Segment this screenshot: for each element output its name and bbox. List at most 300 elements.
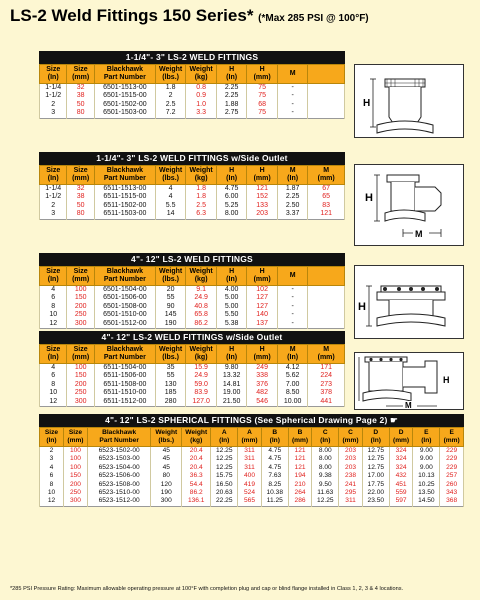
table-cell: 2 bbox=[40, 202, 67, 210]
weld-fitting-drawing bbox=[354, 64, 464, 138]
table-cell: 3.37 bbox=[277, 210, 308, 219]
table-cell: 280 bbox=[155, 398, 186, 407]
table-row bbox=[40, 303, 345, 311]
table-cell: 10.25 bbox=[413, 481, 440, 489]
table-cell: 54.4 bbox=[182, 481, 211, 489]
table-cell: 100 bbox=[63, 447, 87, 456]
table-cell: 200 bbox=[63, 481, 87, 489]
table-cell: 150 bbox=[63, 472, 87, 480]
table-cell: 6 bbox=[40, 472, 64, 480]
table-cell bbox=[308, 109, 345, 118]
table-cell: 300 bbox=[67, 398, 94, 407]
table-cell: - bbox=[277, 320, 308, 329]
table-cell: 171 bbox=[308, 364, 345, 373]
fittings-table bbox=[39, 266, 345, 329]
table-cell: 2 bbox=[40, 101, 67, 109]
table-cell: 295 bbox=[339, 489, 363, 497]
table-row bbox=[40, 481, 464, 489]
table-cell: 59.0 bbox=[186, 381, 217, 389]
section-spherical-fittings bbox=[39, 414, 464, 507]
table-cell: 9.00 bbox=[413, 447, 440, 456]
column-header: Weight (lbs.) bbox=[155, 267, 186, 286]
title-main: LS-2 Weld Fittings 150 Series* bbox=[10, 6, 254, 25]
table-cell: - bbox=[277, 109, 308, 118]
column-header: D (In) bbox=[362, 428, 389, 447]
table-cell: 40.8 bbox=[186, 303, 217, 311]
table-cell: 86.2 bbox=[186, 320, 217, 329]
table-cell: 257 bbox=[440, 472, 464, 480]
table-cell: 8 bbox=[40, 481, 64, 489]
table-row bbox=[40, 364, 345, 373]
table-cell: 8.00 bbox=[312, 464, 339, 472]
table-cell: 250 bbox=[67, 311, 94, 319]
page-title bbox=[10, 6, 369, 26]
table-cell: 224 bbox=[308, 372, 345, 380]
table-cell: 6501-1506-00 bbox=[94, 294, 155, 302]
table-cell: 300 bbox=[67, 320, 94, 329]
table-cell: 250 bbox=[63, 489, 87, 497]
table-cell: 5.00 bbox=[216, 303, 247, 311]
table-row bbox=[40, 464, 464, 472]
table-cell: 1.8 bbox=[155, 84, 186, 93]
table-cell: 238 bbox=[339, 472, 363, 480]
table-cell: 4.75 bbox=[261, 455, 288, 463]
table-row bbox=[40, 193, 345, 201]
column-header: C (mm) bbox=[339, 428, 363, 447]
table-cell: 4 bbox=[155, 193, 186, 201]
table-cell: 14.81 bbox=[216, 381, 247, 389]
table-cell bbox=[308, 303, 345, 311]
column-header: H (mm) bbox=[247, 267, 278, 286]
table-cell: 546 bbox=[247, 398, 278, 407]
table-cell: 5.38 bbox=[216, 320, 247, 329]
table-cell: - bbox=[277, 92, 308, 100]
table-cell: 1.88 bbox=[216, 101, 247, 109]
table-cell: 65 bbox=[308, 193, 345, 201]
table-cell: 368 bbox=[440, 497, 464, 506]
table-cell: 324 bbox=[389, 455, 413, 463]
table-cell: 311 bbox=[238, 447, 262, 456]
table-cell: 6523-1510-00 bbox=[87, 489, 150, 497]
table-cell: 6523-1503-00 bbox=[87, 455, 150, 463]
table-cell: 4.12 bbox=[277, 364, 308, 373]
table-cell: 21.50 bbox=[216, 398, 247, 407]
table-cell: 3.3 bbox=[186, 109, 217, 118]
table-row bbox=[40, 92, 345, 100]
table-cell: 12.75 bbox=[362, 464, 389, 472]
table-cell: 32 bbox=[67, 84, 94, 93]
column-header: Size (In) bbox=[40, 65, 67, 84]
column-header: Size (In) bbox=[40, 345, 67, 364]
table-cell: 80 bbox=[67, 210, 94, 219]
table-cell: 203 bbox=[247, 210, 278, 219]
table-cell: 565 bbox=[238, 497, 262, 506]
table-cell: 121 bbox=[288, 447, 312, 456]
table-cell: 5.62 bbox=[277, 372, 308, 380]
column-header: H (In) bbox=[216, 166, 247, 185]
table-row bbox=[40, 84, 345, 93]
column-header: M bbox=[277, 267, 308, 286]
table-cell: 4.00 bbox=[216, 286, 247, 295]
table-cell: 229 bbox=[440, 464, 464, 472]
table-row bbox=[40, 101, 345, 109]
table-cell: 22.00 bbox=[362, 489, 389, 497]
table-cell: 2.5 bbox=[155, 101, 186, 109]
label-h: H bbox=[365, 192, 373, 204]
label-h: H bbox=[363, 98, 371, 109]
label-h: H bbox=[443, 375, 450, 385]
column-header: H (mm) bbox=[247, 65, 278, 84]
table-cell: - bbox=[277, 101, 308, 109]
table-cell: 15.75 bbox=[211, 472, 238, 480]
column-header bbox=[308, 267, 345, 286]
table-cell: 6523-1512-00 bbox=[87, 497, 150, 506]
table-cell: 121 bbox=[308, 210, 345, 219]
table-cell: 5.5 bbox=[155, 202, 186, 210]
table-cell: 127.0 bbox=[186, 398, 217, 407]
table-cell: 100 bbox=[67, 364, 94, 373]
table-cell: 12.75 bbox=[362, 447, 389, 456]
table-cell: 11.63 bbox=[312, 489, 339, 497]
table-cell: 200 bbox=[67, 303, 94, 311]
label-h: H bbox=[358, 301, 366, 313]
table-cell bbox=[308, 311, 345, 319]
table-cell: 273 bbox=[308, 381, 345, 389]
table-cell: 20.4 bbox=[182, 464, 211, 472]
table-row bbox=[40, 398, 345, 407]
table-cell: 2.5 bbox=[186, 202, 217, 210]
table-cell: 127 bbox=[247, 303, 278, 311]
table-cell: 6511-1513-00 bbox=[94, 185, 155, 194]
table-cell: 6523-1508-00 bbox=[87, 481, 150, 489]
table-cell: 12 bbox=[40, 398, 67, 407]
column-header: H (In) bbox=[216, 65, 247, 84]
table-cell: 6523-1504-00 bbox=[87, 464, 150, 472]
column-header: C (In) bbox=[312, 428, 339, 447]
column-header: Blackhawk Part Number bbox=[94, 166, 155, 185]
table-cell: 20.63 bbox=[211, 489, 238, 497]
table-cell: 3 bbox=[40, 455, 64, 463]
table-cell: 9.1 bbox=[186, 286, 217, 295]
table-cell: 38 bbox=[67, 193, 94, 201]
table-cell: 1-1/2 bbox=[40, 193, 67, 201]
section-heading: 1-1/4"- 3" LS-2 WELD FITTINGS bbox=[39, 51, 345, 64]
table-cell: 24.9 bbox=[186, 294, 217, 302]
table-cell bbox=[308, 286, 345, 295]
table-cell: 17.00 bbox=[362, 472, 389, 480]
table-cell: 17.75 bbox=[362, 481, 389, 489]
table-cell: 38 bbox=[67, 92, 94, 100]
table-cell: 12.75 bbox=[362, 455, 389, 463]
table-cell: 203 bbox=[339, 455, 363, 463]
table-cell: 6501-1504-00 bbox=[94, 286, 155, 295]
table-cell bbox=[308, 84, 345, 93]
table-cell: 86.2 bbox=[182, 489, 211, 497]
table-cell: 10.00 bbox=[277, 398, 308, 407]
table-cell: 12.25 bbox=[211, 464, 238, 472]
table-cell: 11.25 bbox=[261, 497, 288, 506]
table-cell: 338 bbox=[247, 372, 278, 380]
table-cell: 2.75 bbox=[216, 109, 247, 118]
table-cell: 10.38 bbox=[261, 489, 288, 497]
table-cell: 229 bbox=[440, 447, 464, 456]
column-header: Size (In) bbox=[40, 267, 67, 286]
table-cell: 12.25 bbox=[211, 447, 238, 456]
column-header: Size (In) bbox=[40, 166, 67, 185]
column-header: B (mm) bbox=[288, 428, 312, 447]
column-header: B (In) bbox=[261, 428, 288, 447]
table-cell: 419 bbox=[238, 481, 262, 489]
table-cell: 121 bbox=[247, 185, 278, 194]
column-header: Weight (kg) bbox=[182, 428, 211, 447]
table-cell: 102 bbox=[247, 286, 278, 295]
table-cell: 22.25 bbox=[211, 497, 238, 506]
table-cell: - bbox=[277, 303, 308, 311]
table-cell: 100 bbox=[63, 455, 87, 463]
table-cell: 194 bbox=[288, 472, 312, 480]
table-cell: 2 bbox=[155, 92, 186, 100]
table-cell: 300 bbox=[151, 497, 182, 506]
table-cell: 6501-1503-00 bbox=[94, 109, 155, 118]
table-cell: 10 bbox=[40, 489, 64, 497]
table-cell: 55 bbox=[155, 294, 186, 302]
table-cell: 482 bbox=[247, 389, 278, 397]
table-cell: 6501-1508-00 bbox=[94, 303, 155, 311]
table-cell: 260 bbox=[440, 481, 464, 489]
table-cell: 16.50 bbox=[211, 481, 238, 489]
section-heading: 4"- 12" LS-2 WELD FITTINGS bbox=[39, 253, 345, 266]
column-header: A (mm) bbox=[238, 428, 262, 447]
table-cell: 12 bbox=[40, 497, 64, 506]
pointing-hand-icon: ☛ bbox=[390, 415, 398, 425]
table-cell: 65.8 bbox=[186, 311, 217, 319]
large-weld-fitting-drawing bbox=[354, 265, 464, 339]
column-header: H (In) bbox=[216, 267, 247, 286]
column-header: E (In) bbox=[413, 428, 440, 447]
table-cell: 55 bbox=[155, 372, 186, 380]
spherical-heading-text: 4"- 12" LS-2 SPHERICAL FITTINGS (See Spherical Drawing Page 2) bbox=[105, 415, 388, 425]
table-cell: 559 bbox=[389, 489, 413, 497]
section-heading: 1-1/4"- 3" LS-2 WELD FITTINGS w/Side Outlet bbox=[39, 152, 345, 165]
table-cell: 19.00 bbox=[216, 389, 247, 397]
table-cell bbox=[308, 294, 345, 302]
section-small-weld-fittings bbox=[39, 51, 345, 119]
column-header: Weight (kg) bbox=[186, 267, 217, 286]
table-cell: 6511-1510-00 bbox=[94, 389, 155, 397]
table-cell: 90 bbox=[155, 303, 186, 311]
column-header: Weight (lbs.) bbox=[155, 166, 186, 185]
column-header: Weight (lbs.) bbox=[155, 65, 186, 84]
column-header: Size (mm) bbox=[67, 267, 94, 286]
table-cell: 0.9 bbox=[186, 92, 217, 100]
column-header: Blackhawk Part Number bbox=[87, 428, 150, 447]
table-cell: 8 bbox=[40, 303, 67, 311]
table-row bbox=[40, 372, 345, 380]
table-cell: 80 bbox=[151, 472, 182, 480]
column-header: Weight (lbs.) bbox=[151, 428, 182, 447]
section-heading: 4"- 12" LS-2 WELD FITTINGS w/Side Outlet bbox=[39, 331, 345, 344]
table-cell: 6.3 bbox=[186, 210, 217, 219]
table-cell bbox=[308, 320, 345, 329]
section-small-side-outlet bbox=[39, 152, 345, 220]
table-cell: 200 bbox=[67, 381, 94, 389]
table-cell: 9.00 bbox=[413, 455, 440, 463]
table-cell: 68 bbox=[247, 101, 278, 109]
table-cell: 127 bbox=[247, 294, 278, 302]
table-cell: 3 bbox=[40, 109, 67, 118]
table-cell: 45 bbox=[151, 464, 182, 472]
column-header: Size (In) bbox=[40, 428, 64, 447]
table-cell: 20.4 bbox=[182, 447, 211, 456]
table-cell: 4 bbox=[40, 364, 67, 373]
table-cell: 311 bbox=[339, 497, 363, 506]
column-header: Weight (kg) bbox=[186, 166, 217, 185]
table-cell: 9.00 bbox=[413, 464, 440, 472]
table-cell: 4 bbox=[155, 185, 186, 194]
table-cell: 15.9 bbox=[186, 364, 217, 373]
table-cell: 8.00 bbox=[312, 455, 339, 463]
table-cell: 136.1 bbox=[182, 497, 211, 506]
table-cell: 4 bbox=[40, 286, 67, 295]
table-cell: 6523-1502-00 bbox=[87, 447, 150, 456]
table-cell: 185 bbox=[155, 389, 186, 397]
table-cell: 343 bbox=[440, 489, 464, 497]
table-cell: 10.13 bbox=[413, 472, 440, 480]
table-cell: 20.4 bbox=[182, 455, 211, 463]
column-header: H (mm) bbox=[247, 166, 278, 185]
table-cell: 12.25 bbox=[312, 497, 339, 506]
table-cell: 311 bbox=[238, 455, 262, 463]
table-row bbox=[40, 389, 345, 397]
table-cell: 6511-1504-00 bbox=[94, 364, 155, 373]
table-cell: 5.25 bbox=[216, 202, 247, 210]
table-cell: 6511-1503-00 bbox=[94, 210, 155, 219]
table-cell: 6511-1506-00 bbox=[94, 372, 155, 380]
title-subtitle: (*Max 285 PSI @ 100°F) bbox=[258, 13, 369, 24]
table-cell: 12 bbox=[40, 320, 67, 329]
column-header: Blackhawk Part Number bbox=[94, 345, 155, 364]
table-cell: 100 bbox=[67, 286, 94, 295]
table-cell: 75 bbox=[247, 84, 278, 93]
table-cell: 45 bbox=[151, 447, 182, 456]
table-cell: 80 bbox=[67, 109, 94, 118]
table-cell: 75 bbox=[247, 109, 278, 118]
footnote: *285 PSI Pressure Rating: Maximum allowable operating pressure at 100°F with completion plug and cap or blind flange installed in Class 1, 2, 3 & 4 locations. bbox=[10, 586, 404, 592]
table-cell: 0.8 bbox=[186, 84, 217, 93]
table-cell: 1.87 bbox=[277, 185, 308, 194]
table-cell: 36.3 bbox=[182, 472, 211, 480]
column-header: D (mm) bbox=[389, 428, 413, 447]
table-cell: 32 bbox=[67, 185, 94, 194]
table-cell: 6501-1510-00 bbox=[94, 311, 155, 319]
table-cell: 4.75 bbox=[261, 447, 288, 456]
table-cell: 5.00 bbox=[216, 294, 247, 302]
table-cell: 9.80 bbox=[216, 364, 247, 373]
table-cell: 120 bbox=[151, 481, 182, 489]
table-cell: 12.25 bbox=[211, 455, 238, 463]
table-cell: 1-1/4 bbox=[40, 185, 67, 194]
table-cell: 83.9 bbox=[186, 389, 217, 397]
table-row bbox=[40, 320, 345, 329]
table-cell: 6501-1502-00 bbox=[94, 101, 155, 109]
table-cell: 3 bbox=[40, 210, 67, 219]
table-cell: 250 bbox=[67, 389, 94, 397]
table-cell: 6 bbox=[40, 294, 67, 302]
table-cell: 1-1/4 bbox=[40, 84, 67, 93]
table-cell: 6511-1502-00 bbox=[94, 202, 155, 210]
table-cell: 6.00 bbox=[216, 193, 247, 201]
table-cell: 121 bbox=[288, 464, 312, 472]
table-cell: 597 bbox=[389, 497, 413, 506]
table-cell: 8.00 bbox=[312, 447, 339, 456]
table-cell: 6501-1515-00 bbox=[94, 92, 155, 100]
table-cell: 190 bbox=[155, 320, 186, 329]
table-cell: 4.75 bbox=[261, 464, 288, 472]
table-cell: 7.00 bbox=[277, 381, 308, 389]
column-header: M bbox=[277, 65, 308, 84]
table-cell bbox=[308, 92, 345, 100]
table-cell: 451 bbox=[389, 481, 413, 489]
table-cell: 9.38 bbox=[312, 472, 339, 480]
table-cell: 2.25 bbox=[277, 193, 308, 201]
table-cell: 6501-1513-00 bbox=[94, 84, 155, 93]
column-header: M (mm) bbox=[308, 166, 345, 185]
section-heading bbox=[39, 414, 464, 427]
label-m: M bbox=[415, 229, 423, 239]
table-cell: 203 bbox=[339, 447, 363, 456]
table-cell: 6523-1506-00 bbox=[87, 472, 150, 480]
table-cell: 8.25 bbox=[261, 481, 288, 489]
column-header: Weight (lbs.) bbox=[155, 345, 186, 364]
table-cell: 6511-1508-00 bbox=[94, 381, 155, 389]
table-cell: - bbox=[277, 294, 308, 302]
table-cell: 2.25 bbox=[216, 92, 247, 100]
side-outlet-drawing bbox=[354, 164, 464, 246]
section-large-weld-fittings bbox=[39, 253, 345, 329]
table-cell: - bbox=[277, 84, 308, 93]
table-row bbox=[40, 109, 345, 118]
table-cell: 10 bbox=[40, 311, 67, 319]
table-cell: 8.50 bbox=[277, 389, 308, 397]
table-row bbox=[40, 497, 464, 506]
table-cell: 524 bbox=[238, 489, 262, 497]
table-cell: 2 bbox=[40, 447, 64, 456]
table-cell: 241 bbox=[339, 481, 363, 489]
table-cell: 145 bbox=[155, 311, 186, 319]
table-cell: 249 bbox=[247, 364, 278, 373]
column-header: M (mm) bbox=[308, 345, 345, 364]
table-cell: 203 bbox=[339, 464, 363, 472]
table-cell: 9.50 bbox=[312, 481, 339, 489]
spherical-table bbox=[39, 427, 464, 507]
table-cell: 7.2 bbox=[155, 109, 186, 118]
table-cell: 140 bbox=[247, 311, 278, 319]
column-header: Weight (kg) bbox=[186, 345, 217, 364]
table-cell: 2.50 bbox=[277, 202, 308, 210]
table-row bbox=[40, 185, 345, 194]
table-cell: 83 bbox=[308, 202, 345, 210]
table-row bbox=[40, 381, 345, 389]
table-row bbox=[40, 294, 345, 302]
table-cell: 100 bbox=[63, 464, 87, 472]
table-cell: 130 bbox=[155, 381, 186, 389]
table-cell: 10 bbox=[40, 389, 67, 397]
table-cell: 137 bbox=[247, 320, 278, 329]
table-cell: 1.8 bbox=[186, 193, 217, 201]
column-header bbox=[308, 65, 345, 84]
section-large-side-outlet bbox=[39, 331, 345, 407]
table-cell: 1.8 bbox=[186, 185, 217, 194]
